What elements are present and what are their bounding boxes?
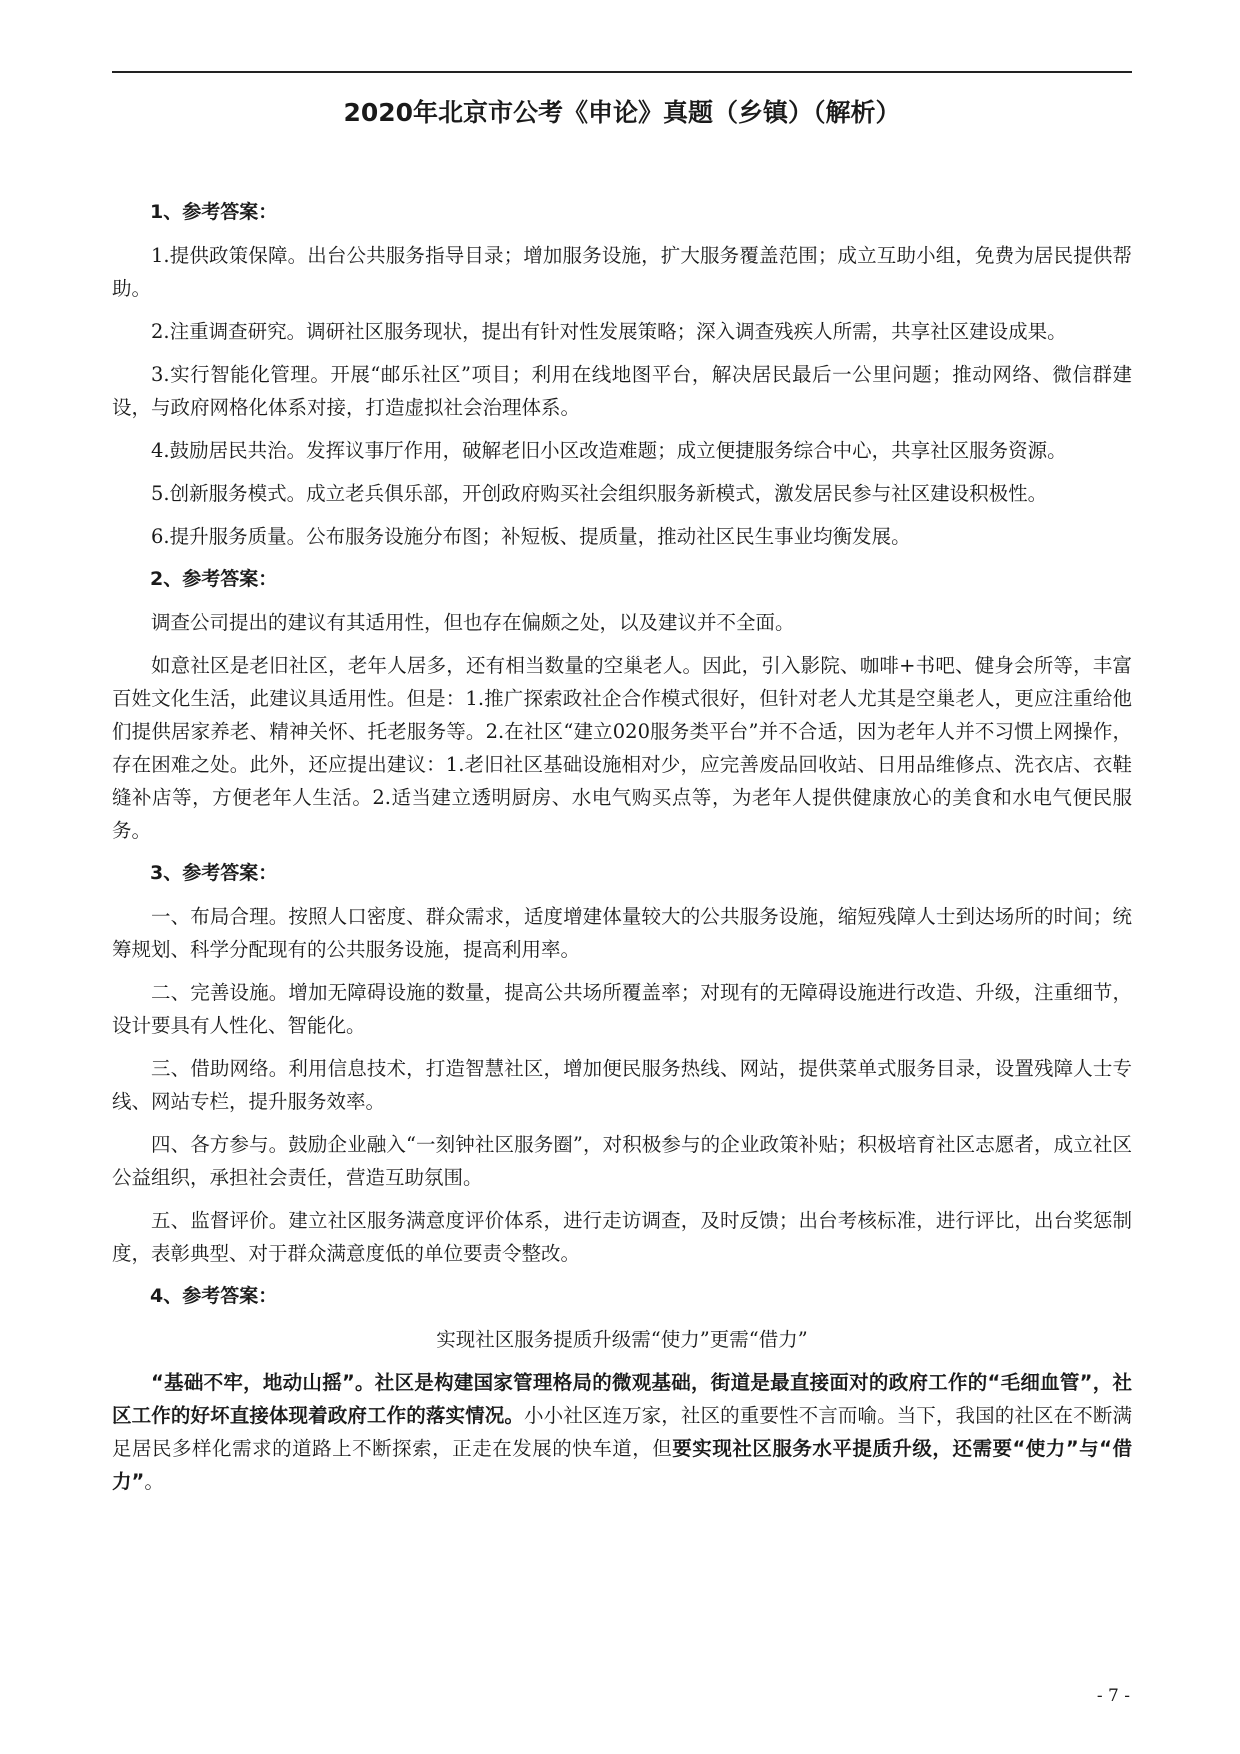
answer-3-item: 三、借助网络。利用信息技术，打造智慧社区，增加便民服务热线、网站，提供菜单式服务目录，设置残障人士专线、网站专栏，提升服务效率。	[112, 1057, 1132, 1113]
page-number: - 7 -	[1096, 1686, 1130, 1706]
answer-3-item: 五、监督评价。建立社区服务满意度评价体系，进行走访调查，及时反馈；出台考核标准，进行评比，出台奖惩制度，表彰典型、对于群众满意度低的单位要责令整改。	[112, 1209, 1132, 1265]
header-rule	[112, 71, 1132, 73]
answer-2-paragraph: 如意社区是老旧社区，老年人居多，还有相当数量的空巢老人。因此，引入影院、咖啡+书吧、健身会所等，丰富百姓文化生活，此建议具适用性。但是：1.推广探索政社企合作模式很好，但针对老人尤其是空巢老人，更应注重给他们提供居家养老、精神关怀、托老服务等。2.在社区“建立020服务类平台”并不合适，因为老年人并不习惯上网操作，存在困难之处。此外，还应提出建议：1.老旧社区基础设施相对少，应完善废品回收站、日用品维修点、洗衣店、衣鞋缝补店等，方便老年人生活。2.适当建立透明厨房、水电气购买点等，为老年人提供健康放心的美食和水电气便民服务。	[112, 654, 1132, 842]
answer-3-label: 3、参考答案：	[150, 862, 278, 884]
answer-1-item: 6.提升服务质量。公布服务设施分布图；补短板、提质量，推动社区民生事业均衡发展。	[151, 525, 911, 548]
answer-1-item: 4.鼓励居民共治。发挥议事厅作用，破解老旧小区改造难题；成立便捷服务综合中心，共享社区服务资源。	[151, 439, 1067, 462]
document-body	[112, 196, 1132, 1508]
essay-title: 实现社区服务提质升级需“使力”更需“借力”	[436, 1328, 808, 1351]
answer-3-item: 四、各方参与。鼓励企业融入“一刻钟社区服务圈”，对积极参与的企业政策补贴；积极培育社区志愿者，成立社区公益组织，承担社会责任，营造互助氛围。	[112, 1133, 1132, 1189]
essay-paragraph	[112, 1366, 1132, 1498]
essay-text: 小小社区连万家，社区的重要性不言而喻。当下，我国的社区在不断满足居民多样化需求的道路上不断探索，正走在发展的快车道，但	[112, 1404, 1132, 1460]
document-title: 2020年北京市公考《申论》真题（乡镇）（解析）	[343, 98, 901, 127]
essay-bold-lead: “基础不牢，地动山摇”。社区是构建国家管理格局的微观基础，街道是最直接面对的政府工作的“毛细血管”，社区工作的好坏直接体现着政府工作的落实情况。	[112, 1371, 1132, 1427]
essay-bold-thesis: 要实现社区服务水平提质升级，还需要“使力”与“借力”	[112, 1437, 1132, 1493]
answer-2-paragraph: 调查公司提出的建议有其适用性，但也存在偏颇之处，以及建议并不全面。	[151, 611, 795, 634]
answer-3-item: 一、布局合理。按照人口密度、群众需求，适度增建体量较大的公共服务设施，缩短残障人士到达场所的时间；统筹规划、科学分配现有的公共服务设施，提高利用率。	[112, 905, 1132, 961]
answer-2-label: 2、参考答案：	[150, 568, 278, 590]
answer-1-item: 1.提供政策保障。出台公共服务指导目录；增加服务设施，扩大服务覆盖范围；成立互助小组，免费为居民提供帮助。	[112, 244, 1132, 300]
answer-1-item: 2.注重调查研究。调研社区服务现状，提出有针对性发展策略；深入调查残疾人所需，共享社区建设成果。	[151, 320, 1067, 343]
answer-1-label: 1、参考答案：	[150, 201, 278, 223]
answer-1-item: 3.实行智能化管理。开展“邮乐社区”项目；利用在线地图平台，解决居民最后一公里问题；推动网络、微信群建设，与政府网格化体系对接，打造虚拟社会治理体系。	[112, 363, 1132, 419]
essay-text-end: 。	[144, 1470, 164, 1493]
answer-3-item: 二、完善设施。增加无障碍设施的数量，提高公共场所覆盖率；对现有的无障碍设施进行改造、升级，注重细节，设计要具有人性化、智能化。	[112, 981, 1132, 1037]
answer-1-item: 5.创新服务模式。成立老兵俱乐部，开创政府购买社会组织服务新模式，激发居民参与社区建设积极性。	[151, 482, 1048, 505]
answer-4-label: 4、参考答案：	[150, 1285, 278, 1307]
